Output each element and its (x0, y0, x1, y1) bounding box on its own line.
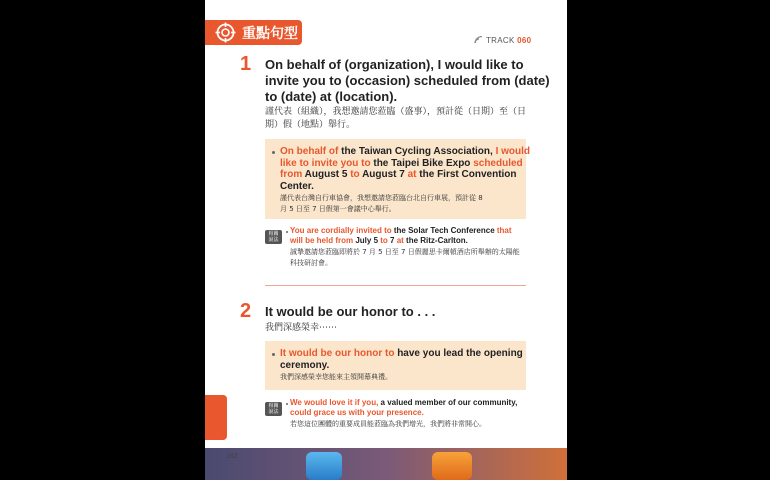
translation-line: 期）假（地點）舉行。 (265, 120, 356, 130)
section-number: 2 (240, 300, 252, 322)
example-translation (280, 372, 392, 383)
bullet (272, 353, 275, 356)
translation-line: 誠摯邀請您蒞臨即將於 7 月 5 日至 7 日假麗思卡爾頓酒店所舉辦的太陽能 (290, 248, 520, 256)
example-line: like to invite you to the Taipei Bike Expo scheduled (280, 157, 523, 169)
audio-wave-icon (474, 36, 484, 44)
page-number: 182 (226, 453, 238, 460)
related-expression-badge: 相關 說法 (265, 402, 282, 416)
search-app-icon[interactable] (432, 452, 472, 480)
related-sentence (290, 226, 512, 246)
related-sentence (290, 398, 517, 418)
pattern-translation (265, 322, 337, 335)
translation-line: 謹代表台灣自行車協會，我想邀請您蒞臨台北自行車展，預計從 8 (280, 194, 483, 202)
related-line: could grace us with your presence. (290, 408, 424, 417)
example-sentence (280, 146, 530, 192)
audio-track-label[interactable] (474, 36, 531, 45)
section-title: 重點句型 (242, 26, 298, 42)
related-translation (290, 419, 486, 430)
example-sentence (280, 348, 523, 371)
bullet (286, 231, 288, 233)
translation-line: 若您這位團體的重要成員能蒞臨為我們增光，我們將非常開心。 (290, 420, 486, 428)
pattern-heading (265, 57, 550, 105)
track-number: 060 (517, 36, 532, 45)
bullet (272, 151, 275, 154)
bullet (286, 403, 288, 405)
related-expression-badge: 相關 說法 (265, 230, 282, 244)
target-icon (215, 22, 236, 43)
pattern-heading (265, 304, 435, 320)
related-line: We would love it if you, a valued member of our community, (290, 398, 518, 407)
section-header-tab (205, 20, 302, 45)
related-line: will be held from July 5 to 7 at the Ritz-Carlton. (290, 236, 468, 245)
contacts-app-icon[interactable] (306, 452, 342, 480)
translation-line: 我們深感榮幸⋯⋯ (265, 323, 338, 333)
example-line: from August 5 to August 7 at the First Convention (280, 169, 517, 180)
side-search-tab[interactable] (205, 395, 227, 440)
example-translation (280, 193, 483, 215)
example-line: ceremony. (280, 359, 330, 371)
track-prefix: TRACK (486, 36, 515, 45)
desktop-dock-strip (205, 448, 567, 480)
section-divider (265, 285, 526, 286)
translation-line: 謹代表（組織），我想邀請您蒞臨（盛事），預計從（日期）至（日 (265, 107, 527, 117)
translation-line: 我們深感榮幸您能來主領開幕典禮。 (280, 373, 392, 381)
heading-line: On behalf of (organization), I would like to (265, 57, 524, 72)
translation-line: 月 5 日至 7 日假第一會議中心舉行。 (280, 205, 396, 213)
heading-line: It would be our honor to . . . (265, 304, 436, 319)
related-line: You are cordially invited to the Solar Tech Conference that (290, 226, 512, 235)
pattern-translation (265, 106, 526, 132)
example-line: On behalf of the Taiwan Cycling Association, I would (280, 146, 531, 157)
section-number: 1 (240, 53, 252, 75)
example-line: It would be our honor to have you lead the opening (280, 348, 523, 359)
heading-line: to (date) at (location). (265, 89, 398, 104)
translation-line: 科技研討會。 (290, 259, 332, 267)
related-translation (290, 247, 520, 269)
heading-line: invite you to (occasion) scheduled from (date) (265, 73, 550, 88)
example-line: Center. (280, 180, 314, 192)
